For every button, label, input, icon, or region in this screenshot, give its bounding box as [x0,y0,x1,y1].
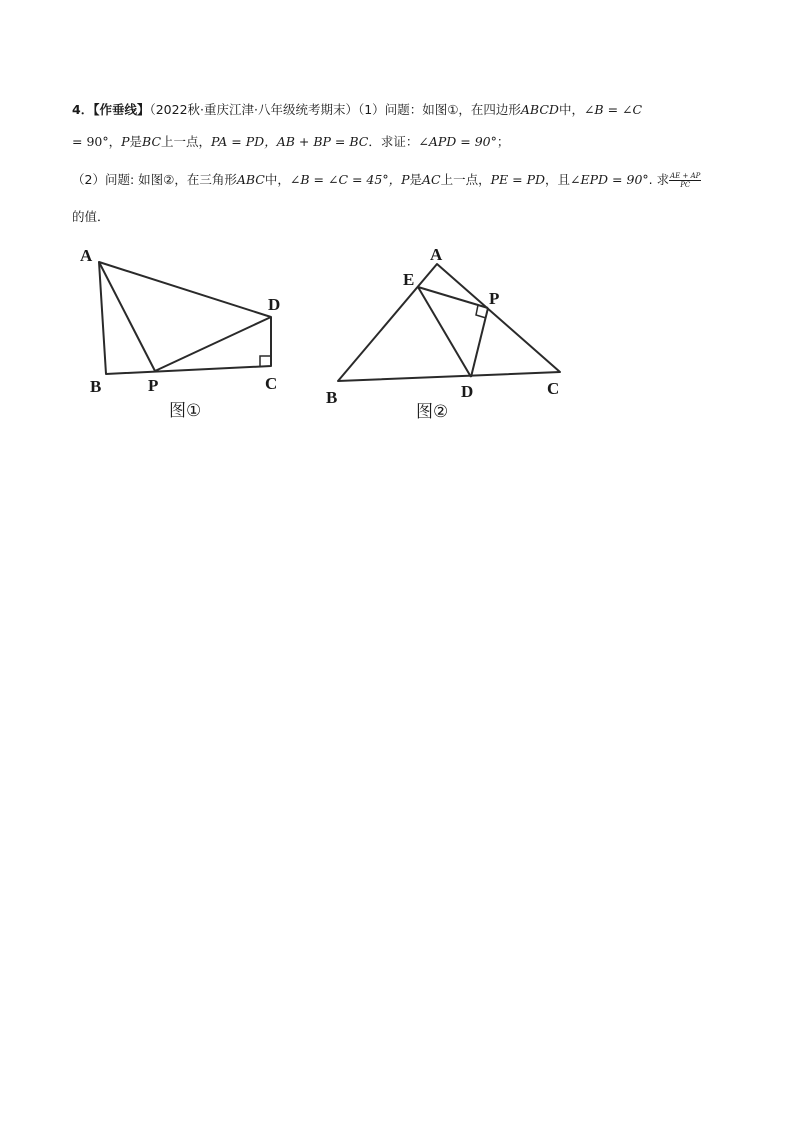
angle-apd: ∠APD = 90° [418,134,497,149]
part1-text-c: 是 [129,134,143,149]
fig1-label-b: B [90,377,102,396]
part1-text-d: 上一点， [161,134,212,149]
fig2-label-e: E [403,270,415,289]
part2-text-f: . 求 [648,172,670,187]
part2-text-e: ，且 [545,172,571,187]
quad-name: ABCD [520,102,559,117]
part1-text-e: ．求证： [368,134,419,149]
problem-number: 4． [72,102,94,117]
fig2-label-a: A [430,245,443,264]
part2-text-a: 问题: 如图②，在三角形 [104,172,237,187]
part1-text-b: 中， [558,102,584,117]
pe-equals-pd: PE = PD [490,172,546,187]
fig1-label-d: D [268,295,281,314]
point-p: P [121,134,130,149]
part2-text-c: 是 [409,172,423,187]
part2-label: （2） [72,172,105,187]
part2-text-b: 中， [264,172,290,187]
fig1-segment-pd [155,317,271,371]
fig2-triangle-abc [338,264,560,381]
segment-ac: AC [422,172,441,187]
point-p-2: P [401,172,410,187]
fig2-label-d: D [461,382,474,401]
fig1-segment-ap [99,262,155,371]
figure-1 [80,246,280,421]
part2-text-d: 上一点， [440,172,491,187]
fig1-label-c: C [265,374,278,393]
angle-45: ∠B = ∠C = 45°， [289,172,402,187]
fraction-numerator: AE + AP [670,172,701,180]
part1-end: ； [496,134,510,149]
part1-text-a: 问题：如图①，在四边形 [384,102,521,117]
equals-90: = 90°， [72,134,122,149]
tri-name: ABC [236,172,265,187]
problem-tag: 【作垂线】 [93,102,150,117]
fraction-denominator: PC [680,181,691,189]
fig1-caption: 图① [169,401,202,421]
fig1-label-a: A [80,246,93,265]
fig2-label-p: P [489,289,500,308]
fig1-right-angle-mark [260,356,271,366]
part1-label: （1） [357,102,385,117]
part2-end: 的值． [72,209,110,224]
angle-b-c: ∠B = ∠C [583,102,643,117]
fig2-label-b: B [326,388,338,407]
figure-2 [326,245,560,422]
problem-source: （2022秋·重庆江津·八年级统考期末） [149,102,358,117]
ab-plus-bp: AB + BP = BC [276,134,369,149]
pa-equals-pd: PA = PD， [211,134,277,149]
segment-bc: BC [142,134,162,149]
angle-epd: ∠EPD = 90° [570,172,649,187]
fig2-caption: 图② [416,402,449,422]
fig1-label-p: P [148,376,159,395]
fig2-label-c: C [547,379,560,398]
